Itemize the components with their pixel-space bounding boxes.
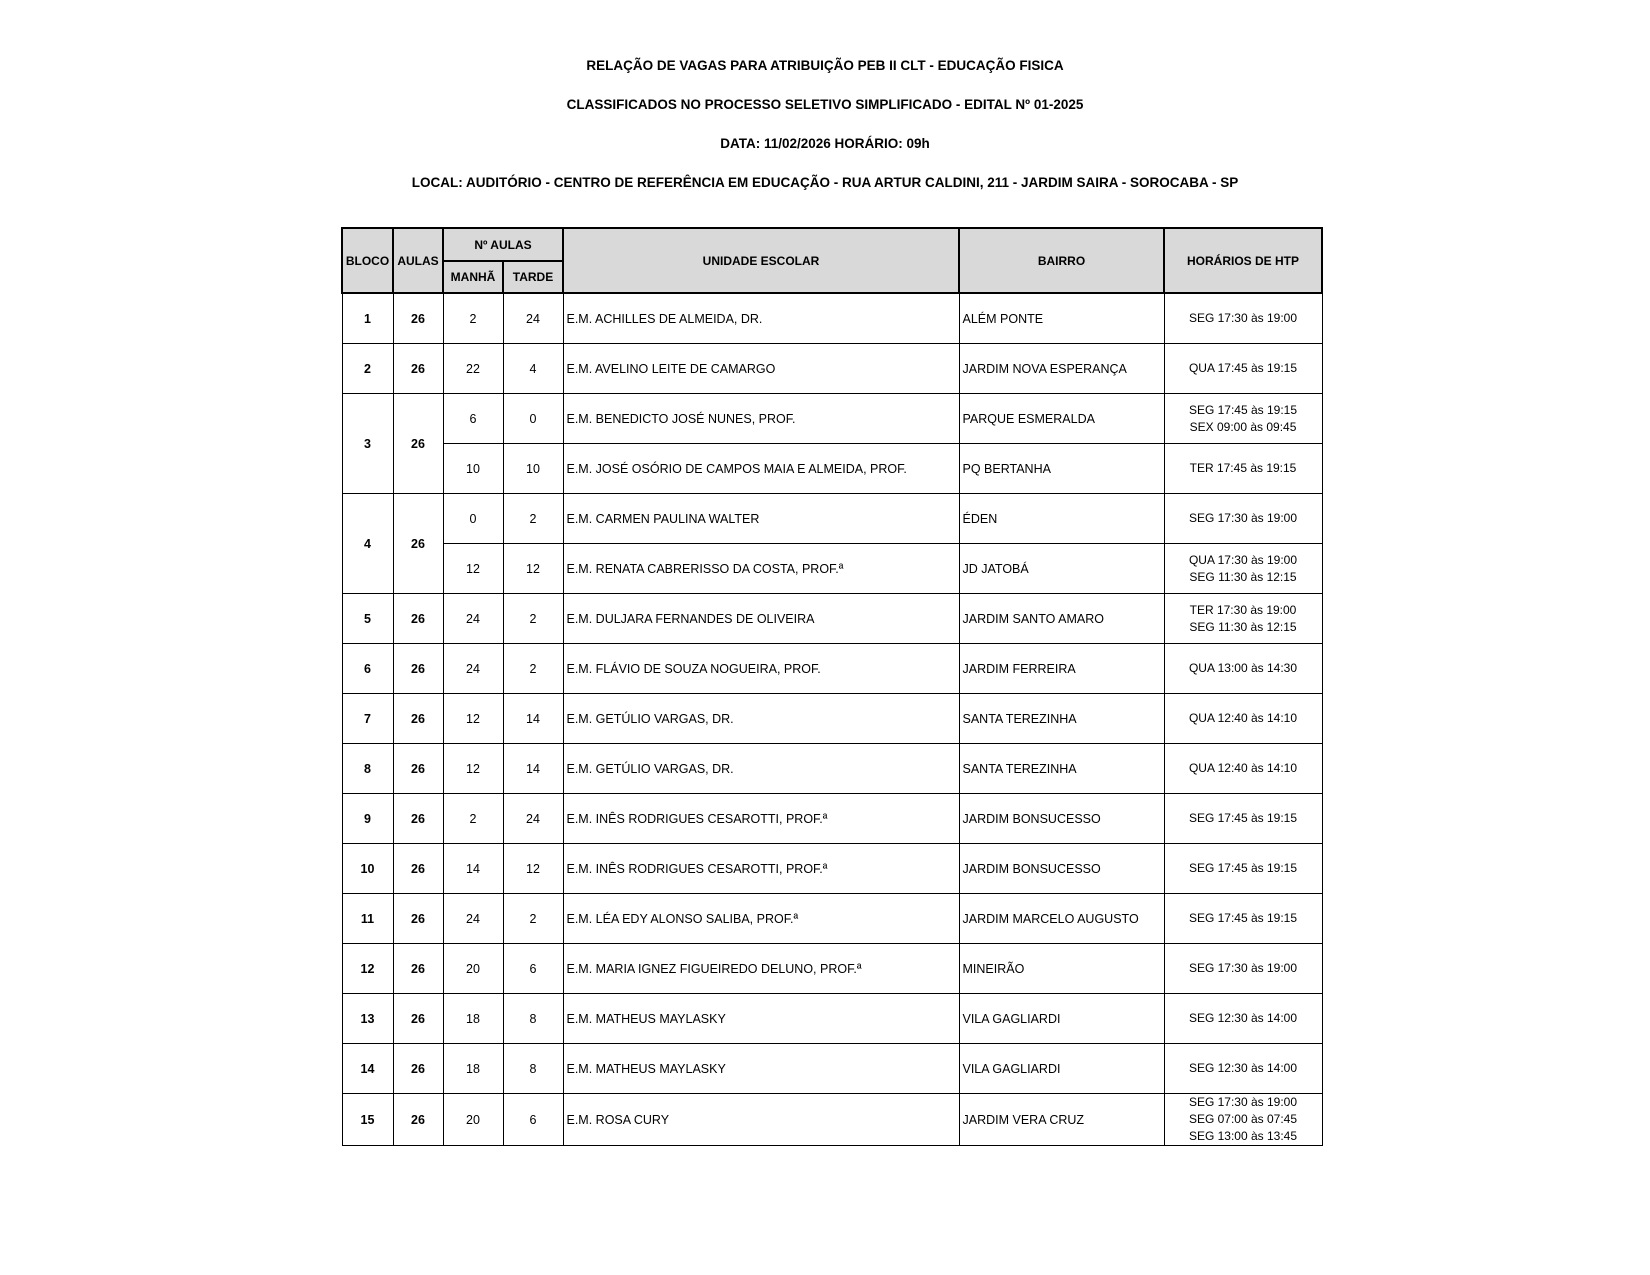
unidade-cell: E.M. ROSA CURY bbox=[563, 1094, 959, 1146]
table-row bbox=[342, 1094, 1322, 1146]
bloco-cell: 13 bbox=[342, 994, 393, 1044]
table-row bbox=[342, 494, 1322, 544]
manha-cell: 12 bbox=[443, 544, 503, 594]
bairro-cell: JARDIM FERREIRA bbox=[959, 644, 1164, 694]
aulas-cell: 26 bbox=[393, 794, 443, 844]
horario-line: QUA 13:00 às 14:30 bbox=[1188, 661, 1298, 675]
horarios-cell bbox=[1164, 544, 1322, 594]
vacancies-table bbox=[341, 227, 1323, 1146]
col-header-aulas: AULAS bbox=[393, 228, 443, 293]
horario-line: SEG 17:45 às 19:15 bbox=[1188, 911, 1298, 925]
manha-cell: 2 bbox=[443, 794, 503, 844]
tarde-cell: 2 bbox=[503, 494, 563, 544]
horario-line: SEG 12:30 às 14:00 bbox=[1188, 1011, 1298, 1025]
manha-cell: 14 bbox=[443, 844, 503, 894]
table-row bbox=[342, 644, 1322, 694]
horario-line: SEG 17:45 às 19:15 bbox=[1188, 811, 1298, 825]
horario-line: QUA 12:40 às 14:10 bbox=[1188, 711, 1298, 725]
bairro-cell: JARDIM BONSUCESSO bbox=[959, 844, 1164, 894]
table-row bbox=[342, 1044, 1322, 1094]
horario-line: SEG 07:00 às 07:45 bbox=[1188, 1112, 1298, 1126]
col-header-horarios: HORÁRIOS DE HTP bbox=[1164, 228, 1322, 293]
tarde-cell: 10 bbox=[503, 444, 563, 494]
horarios-cell bbox=[1164, 494, 1322, 544]
table-row bbox=[342, 894, 1322, 944]
col-header-bloco: BLOCO bbox=[342, 228, 393, 293]
bairro-cell: VILA GAGLIARDI bbox=[959, 994, 1164, 1044]
table-row bbox=[342, 444, 1322, 494]
aulas-cell: 26 bbox=[393, 594, 443, 644]
tarde-cell: 2 bbox=[503, 644, 563, 694]
horario-line: SEG 12:30 às 14:00 bbox=[1188, 1061, 1298, 1075]
title-line-2: CLASSIFICADOS NO PROCESSO SELETIVO SIMPLIFICADO - EDITAL Nº 01-2025 bbox=[566, 97, 1084, 112]
aulas-cell: 26 bbox=[393, 1094, 443, 1146]
bloco-cell: 2 bbox=[342, 344, 393, 394]
aulas-cell: 26 bbox=[393, 344, 443, 394]
horarios-cell bbox=[1164, 1094, 1322, 1146]
bairro-cell: JD JATOBÁ bbox=[959, 544, 1164, 594]
unidade-cell: E.M. LÉA EDY ALONSO SALIBA, PROF.ª bbox=[563, 894, 959, 944]
horario-line: SEG 11:30 às 12:15 bbox=[1189, 619, 1297, 634]
aulas-cell: 26 bbox=[393, 894, 443, 944]
bairro-cell: PARQUE ESMERALDA bbox=[959, 394, 1164, 444]
tarde-cell: 12 bbox=[503, 544, 563, 594]
tarde-cell: 12 bbox=[503, 844, 563, 894]
col-header-tarde: TARDE bbox=[503, 261, 563, 293]
manha-cell: 22 bbox=[443, 344, 503, 394]
bairro-cell: ÉDEN bbox=[959, 494, 1164, 544]
table-row bbox=[342, 844, 1322, 894]
aulas-cell: 26 bbox=[393, 944, 443, 994]
manha-cell: 2 bbox=[443, 293, 503, 344]
bairro-cell: JARDIM SANTO AMARO bbox=[959, 594, 1164, 644]
bairro-cell: JARDIM BONSUCESSO bbox=[959, 794, 1164, 844]
manha-cell: 0 bbox=[443, 494, 503, 544]
bloco-cell: 8 bbox=[342, 744, 393, 794]
horarios-cell bbox=[1164, 644, 1322, 694]
tarde-cell: 8 bbox=[503, 1044, 563, 1094]
tarde-cell: 2 bbox=[503, 894, 563, 944]
tarde-cell: 14 bbox=[503, 694, 563, 744]
table-row bbox=[342, 744, 1322, 794]
horario-line: QUA 12:40 às 14:10 bbox=[1188, 761, 1298, 775]
horarios-cell bbox=[1164, 1044, 1322, 1094]
tarde-cell: 14 bbox=[503, 744, 563, 794]
table-row bbox=[342, 594, 1322, 644]
tarde-cell: 6 bbox=[503, 1094, 563, 1146]
horarios-cell bbox=[1164, 844, 1322, 894]
horario-line: QUA 17:30 às 19:00 bbox=[1188, 552, 1298, 567]
bloco-cell: 11 bbox=[342, 894, 393, 944]
aulas-cell: 26 bbox=[393, 394, 443, 494]
table-row bbox=[342, 994, 1322, 1044]
horarios-cell bbox=[1164, 394, 1322, 444]
unidade-cell: E.M. CARMEN PAULINA WALTER bbox=[563, 494, 959, 544]
unidade-cell: E.M. GETÚLIO VARGAS, DR. bbox=[563, 744, 959, 794]
table-row bbox=[342, 293, 1322, 344]
horario-line: SEG 17:30 às 19:00 bbox=[1188, 511, 1298, 525]
horarios-cell bbox=[1164, 944, 1322, 994]
title-line-1: RELAÇÃO DE VAGAS PARA ATRIBUIÇÃO PEB II CLT - EDUCAÇÃO FISICA bbox=[586, 58, 1064, 73]
table-row bbox=[342, 544, 1322, 594]
horarios-cell bbox=[1164, 344, 1322, 394]
table-row bbox=[342, 794, 1322, 844]
bairro-cell: VILA GAGLIARDI bbox=[959, 1044, 1164, 1094]
bloco-cell: 10 bbox=[342, 844, 393, 894]
unidade-cell: E.M. RENATA CABRERISSO DA COSTA, PROF.ª bbox=[563, 544, 959, 594]
tarde-cell: 8 bbox=[503, 994, 563, 1044]
bairro-cell: SANTA TEREZINHA bbox=[959, 694, 1164, 744]
horarios-cell bbox=[1164, 744, 1322, 794]
unidade-cell: E.M. INÊS RODRIGUES CESAROTTI, PROF.ª bbox=[563, 844, 959, 894]
tarde-cell: 24 bbox=[503, 293, 563, 344]
horarios-cell bbox=[1164, 444, 1322, 494]
aulas-cell: 26 bbox=[393, 744, 443, 794]
unidade-cell: E.M. DULJARA FERNANDES DE OLIVEIRA bbox=[563, 594, 959, 644]
horario-line: SEG 11:30 às 12:15 bbox=[1189, 569, 1297, 584]
unidade-cell: E.M. MATHEUS MAYLASKY bbox=[563, 994, 959, 1044]
table-row bbox=[342, 394, 1322, 444]
aulas-cell: 26 bbox=[393, 293, 443, 344]
tarde-cell: 2 bbox=[503, 594, 563, 644]
aulas-cell: 26 bbox=[393, 844, 443, 894]
horario-line: TER 17:45 às 19:15 bbox=[1189, 461, 1297, 475]
aulas-cell: 26 bbox=[393, 1044, 443, 1094]
horario-line: SEG 17:45 às 19:15 bbox=[1188, 402, 1298, 417]
horario-line: SEG 13:00 às 13:45 bbox=[1188, 1129, 1298, 1143]
bloco-cell: 6 bbox=[342, 644, 393, 694]
tarde-cell: 4 bbox=[503, 344, 563, 394]
bairro-cell: JARDIM NOVA ESPERANÇA bbox=[959, 344, 1164, 394]
unidade-cell: E.M. FLÁVIO DE SOUZA NOGUEIRA, PROF. bbox=[563, 644, 959, 694]
horario-line: QUA 17:45 às 19:15 bbox=[1188, 361, 1298, 375]
bloco-cell: 7 bbox=[342, 694, 393, 744]
horarios-cell bbox=[1164, 694, 1322, 744]
table-row bbox=[342, 944, 1322, 994]
horarios-cell bbox=[1164, 994, 1322, 1044]
bairro-cell: JARDIM MARCELO AUGUSTO bbox=[959, 894, 1164, 944]
horario-line: SEG 17:45 às 19:15 bbox=[1188, 861, 1298, 875]
bloco-cell: 14 bbox=[342, 1044, 393, 1094]
horarios-cell bbox=[1164, 894, 1322, 944]
horario-line: SEG 17:30 às 19:00 bbox=[1188, 1095, 1298, 1109]
unidade-cell: E.M. AVELINO LEITE DE CAMARGO bbox=[563, 344, 959, 394]
bairro-cell: MINEIRÃO bbox=[959, 944, 1164, 994]
unidade-cell: E.M. GETÚLIO VARGAS, DR. bbox=[563, 694, 959, 744]
manha-cell: 18 bbox=[443, 994, 503, 1044]
aulas-cell: 26 bbox=[393, 994, 443, 1044]
bairro-cell: JARDIM VERA CRUZ bbox=[959, 1094, 1164, 1146]
bloco-cell: 3 bbox=[342, 394, 393, 494]
tarde-cell: 24 bbox=[503, 794, 563, 844]
horario-line: SEG 17:30 às 19:00 bbox=[1188, 961, 1298, 975]
bloco-cell: 4 bbox=[342, 494, 393, 594]
horarios-cell bbox=[1164, 293, 1322, 344]
bloco-cell: 15 bbox=[342, 1094, 393, 1146]
bloco-cell: 12 bbox=[342, 944, 393, 994]
tarde-cell: 6 bbox=[503, 944, 563, 994]
col-header-num-aulas: Nº AULAS bbox=[443, 228, 563, 261]
aulas-cell: 26 bbox=[393, 494, 443, 594]
unidade-cell: E.M. MARIA IGNEZ FIGUEIREDO DELUNO, PROF.ª bbox=[563, 944, 959, 994]
horarios-cell bbox=[1164, 794, 1322, 844]
unidade-cell: E.M. INÊS RODRIGUES CESAROTTI, PROF.ª bbox=[563, 794, 959, 844]
aulas-cell: 26 bbox=[393, 644, 443, 694]
manha-cell: 12 bbox=[443, 694, 503, 744]
tarde-cell: 0 bbox=[503, 394, 563, 444]
bloco-cell: 9 bbox=[342, 794, 393, 844]
manha-cell: 12 bbox=[443, 744, 503, 794]
unidade-cell: E.M. JOSÉ OSÓRIO DE CAMPOS MAIA E ALMEIDA, PROF. bbox=[563, 444, 959, 494]
bairro-cell: PQ BERTANHA bbox=[959, 444, 1164, 494]
manha-cell: 18 bbox=[443, 1044, 503, 1094]
table-row bbox=[342, 694, 1322, 744]
manha-cell: 20 bbox=[443, 1094, 503, 1146]
table-row bbox=[342, 344, 1322, 394]
manha-cell: 6 bbox=[443, 394, 503, 444]
date-time-line: DATA: 11/02/2026 HORÁRIO: 09h bbox=[720, 136, 930, 151]
horarios-cell bbox=[1164, 594, 1322, 644]
horario-line: SEG 17:30 às 19:00 bbox=[1188, 311, 1298, 325]
col-header-manha: MANHÃ bbox=[443, 261, 503, 293]
unidade-cell: E.M. ACHILLES DE ALMEIDA, DR. bbox=[563, 293, 959, 344]
bairro-cell: ALÉM PONTE bbox=[959, 293, 1164, 344]
bloco-cell: 5 bbox=[342, 594, 393, 644]
horario-line: SEX 09:00 às 09:45 bbox=[1189, 419, 1297, 434]
aulas-cell: 26 bbox=[393, 694, 443, 744]
manha-cell: 24 bbox=[443, 894, 503, 944]
col-header-unidade: UNIDADE ESCOLAR bbox=[563, 228, 959, 293]
location-line: LOCAL: AUDITÓRIO - CENTRO DE REFERÊNCIA EM EDUCAÇÃO - RUA ARTUR CALDINI, 211 - JARDIM SAIRA - SOROCABA - SP bbox=[411, 175, 1239, 190]
col-header-bairro: BAIRRO bbox=[959, 228, 1164, 293]
bloco-cell: 1 bbox=[342, 293, 393, 344]
manha-cell: 20 bbox=[443, 944, 503, 994]
horario-line: TER 17:30 às 19:00 bbox=[1189, 602, 1297, 617]
bairro-cell: SANTA TEREZINHA bbox=[959, 744, 1164, 794]
manha-cell: 24 bbox=[443, 644, 503, 694]
unidade-cell: E.M. BENEDICTO JOSÉ NUNES, PROF. bbox=[563, 394, 959, 444]
unidade-cell: E.M. MATHEUS MAYLASKY bbox=[563, 1044, 959, 1094]
manha-cell: 24 bbox=[443, 594, 503, 644]
manha-cell: 10 bbox=[443, 444, 503, 494]
